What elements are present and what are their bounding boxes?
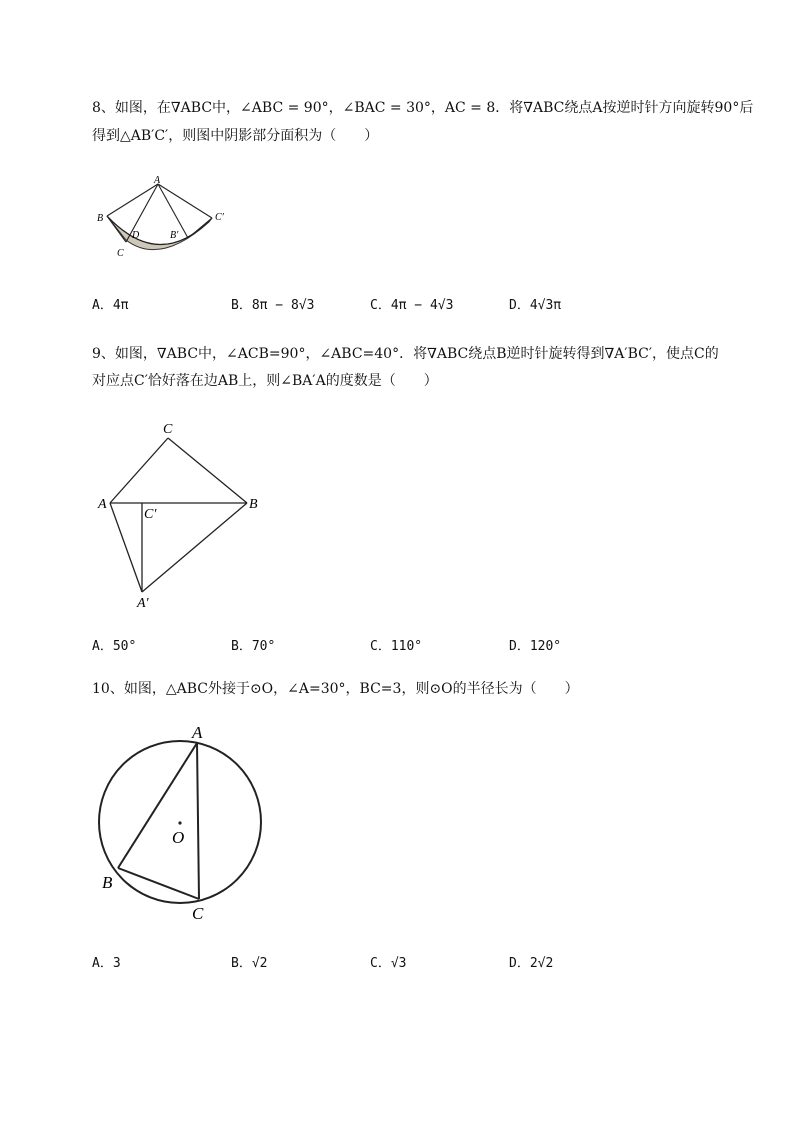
q10-seg-BC: [118, 868, 199, 899]
q9-option-a[interactable]: A．50°: [92, 639, 137, 654]
q8-label-C-prime: C′: [215, 212, 224, 223]
q9-option-d[interactable]: D．120°: [509, 639, 562, 654]
q10-label-C: C: [192, 904, 204, 923]
q8-seg-AB: [107, 184, 158, 216]
q9-label-B: B: [249, 497, 258, 512]
q10-option-a[interactable]: A．3: [92, 956, 121, 971]
q10-option-c[interactable]: C．√3: [370, 956, 407, 971]
q8-option-b[interactable]: B．8π − 8√3: [231, 298, 315, 313]
q9-seg-AA2: [110, 503, 142, 592]
q8-seg-AC: [126, 184, 158, 242]
q9-stem-line2: 对应点C′恰好落在边AB上，则∠BA′A的度数是（ ）: [92, 373, 438, 389]
q10-option-d[interactable]: D．2√2: [509, 956, 554, 971]
q8-seg-BC: [107, 216, 126, 242]
q8-option-c[interactable]: C．4π − 4√3: [370, 298, 454, 313]
q8-stem-line1: 8、如图，在∇ABC中，∠ABC = 90°，∠BAC = 30°，AC = 8．将∇ABC绕点A按逆时针方向旋转90°后: [92, 100, 754, 116]
q9-label-C-prime: C′: [144, 507, 157, 522]
q10-figure: [90, 716, 280, 926]
q9-label-A: A: [98, 497, 107, 512]
q9-stem-line1: 9、如图，∇ABC中，∠ACB=90°，∠ABC=40°．将∇ABC绕点B逆时针旋转得到∇A′BC′，使点C的: [92, 346, 719, 362]
q8-label-B: B: [97, 213, 104, 224]
q9-label-C: C: [163, 422, 173, 437]
q8-seg-B2C2: [188, 218, 212, 238]
q9-seg-AC: [110, 438, 168, 503]
q8-figure: [90, 172, 230, 264]
q8-option-a[interactable]: A．4π: [92, 298, 129, 313]
q9-option-b[interactable]: B．70°: [231, 639, 276, 654]
q8-label-D: D: [132, 230, 140, 241]
q10-stem: 10、如图，△ABC外接于⊙O，∠A=30°，BC=3，则⊙O的半径长为（ ）: [92, 681, 579, 697]
q10-label-B: B: [102, 873, 113, 892]
q9-option-c[interactable]: C．110°: [370, 639, 423, 654]
q8-arc-outer: [107, 216, 212, 245]
q8-seg-AC2: [158, 184, 212, 218]
q10-seg-AC: [197, 743, 199, 899]
q10-seg-AB: [118, 743, 197, 868]
q9-figure: [90, 410, 280, 620]
q9-seg-BA2: [142, 503, 247, 592]
q10-label-O: O: [172, 828, 185, 847]
q8-option-d[interactable]: D．4√3π: [509, 298, 562, 313]
q8-label-B-prime: B′: [170, 230, 179, 241]
q10-label-A: A: [192, 723, 203, 742]
q8-label-A: A: [154, 175, 161, 186]
q10-option-b[interactable]: B．√2: [231, 956, 268, 971]
q9-seg-CB: [168, 438, 247, 503]
q10-center-dot: [178, 821, 181, 824]
q8-label-C: C: [117, 248, 124, 259]
q9-label-A-prime: A′: [137, 596, 149, 611]
q8-stem-line2: 得到△AB′C′，则图中阴影部分面积为（ ）: [92, 128, 379, 144]
